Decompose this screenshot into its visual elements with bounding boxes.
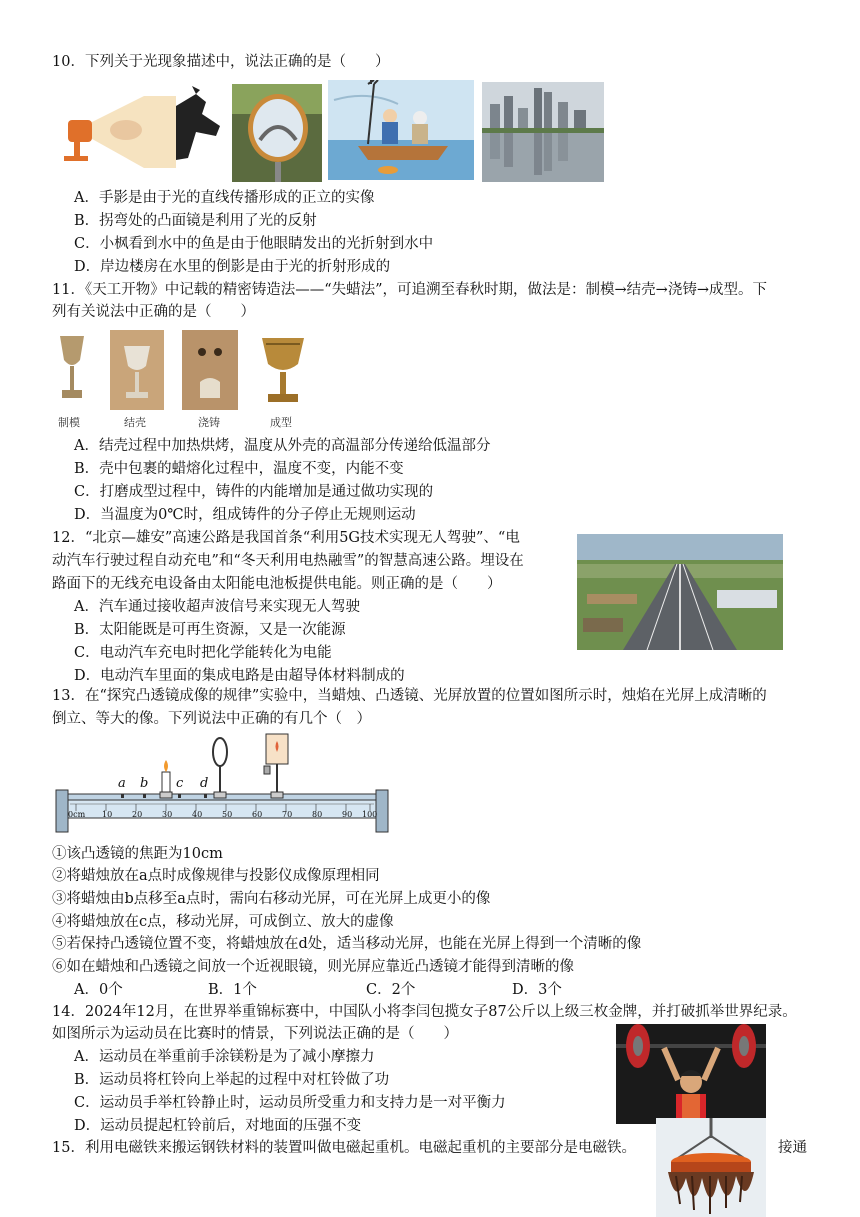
- bench-label-b: b: [140, 776, 149, 791]
- q14-option-c: C．运动员手举杠铃静止时，运动员所受重力和支持力是一对平衡力: [74, 1095, 506, 1111]
- casting-shell-image: [110, 330, 164, 410]
- bench-label-a: a: [118, 776, 126, 791]
- bench-label-d: d: [200, 776, 209, 791]
- q12-option-d: D．电动汽车里面的集成电路是由超导体材料制成的: [74, 668, 405, 684]
- convex-mirror-image: [232, 84, 322, 182]
- caption-mold: 制模: [58, 416, 80, 429]
- fishing-boat-image: [328, 80, 474, 180]
- q12-option-a: A．汽车通过接收超声波信号来实现无人驾驶: [74, 599, 360, 615]
- q10-option-c: C．小枫看到水中的鱼是由于他眼睛发出的光折射到水中: [74, 236, 434, 252]
- tick-50: 50: [222, 810, 233, 819]
- tick-40: 40: [192, 810, 203, 819]
- buildings-reflection-image: [482, 82, 604, 182]
- tick-60: 60: [252, 810, 263, 819]
- q10-option-d: D．岸边楼房在水里的倒影是由于光的折射形成的: [74, 259, 391, 275]
- q13-choice-c: C．2个: [366, 982, 416, 998]
- q11-option-b: B．壳中包裹的蜡熔化过程中，温度不变，内能不变: [74, 461, 404, 477]
- tick-70: 70: [282, 810, 293, 819]
- q14-option-a: A．运动员在举重前手涂镁粉是为了减小摩擦力: [74, 1049, 375, 1065]
- q12-stem-line1: 12．“北京—雄安”高速公路是我国首条“利用5G技术实现无人驾驶”、“电: [52, 530, 520, 546]
- q13-item-6: ⑥如在蜡烛和凸透镜之间放一个近视眼镜，则光屏应靠近凸透镜才能得到清晰的像: [52, 959, 574, 975]
- tick-100: 100: [362, 810, 378, 819]
- q11-stem-line2: 列有关说法中正确的是（ ）: [52, 304, 255, 320]
- q15-stem-tail: 接通: [778, 1140, 807, 1156]
- tick-80: 80: [312, 810, 323, 819]
- q10-option-b: B．拐弯处的凸面镜是利用了光的反射: [74, 213, 317, 229]
- q12-stem-line3: 路面下的无线充电设备由太阳能电池板提供电能。则正确的是（ ）: [52, 576, 502, 592]
- electromagnet-crane-image: [656, 1118, 766, 1217]
- casting-mold-image: [54, 330, 90, 410]
- q13-choice-b: B．1个: [208, 982, 257, 998]
- q13-item-3: ③将蜡烛由b点移至a点时，需向右移动光屏，可在光屏上成更小的像: [52, 891, 491, 907]
- caption-pour: 浇铸: [198, 416, 220, 429]
- caption-shell: 结壳: [124, 416, 146, 429]
- tick-90: 90: [342, 810, 353, 819]
- tick-20: 20: [132, 810, 143, 819]
- bench-label-c: c: [176, 776, 184, 791]
- optical-bench-diagram: [52, 732, 392, 838]
- q15-stem-line1: 15．利用电磁铁来搬运钢铁材料的装置叫做电磁起重机。电磁起重机的主要部分是电磁铁。: [52, 1140, 636, 1156]
- q14-stem-line2: 如图所示为运动员在比赛时的情景，下列说法正确的是（ ）: [52, 1026, 458, 1042]
- q13-item-4: ④将蜡烛放在c点，移动光屏，可成倒立、放大的虚像: [52, 914, 394, 930]
- hand-shadow-image: [56, 84, 226, 170]
- weightlifter-image: [616, 1024, 766, 1124]
- q14-option-b: B．运动员将杠铃向上举起的过程中对杠铃做了功: [74, 1072, 390, 1088]
- q11-option-c: C．打磨成型过程中，铸件的内能增加是通过做功实现的: [74, 484, 434, 500]
- q11-stem-line1: 11．《天工开物》中记载的精密铸造法——“失蜡法”，可追溯至春秋时期，做法是：制模→结壳→浇铸→成型。下: [52, 282, 767, 298]
- casting-pour-image: [182, 330, 238, 410]
- q12-option-b: B．太阳能既是可再生资源，又是一次能源: [74, 622, 346, 638]
- tick-10: 10: [102, 810, 113, 819]
- q13-choice-d: D．3个: [512, 982, 562, 998]
- q13-choice-a: A．0个: [74, 982, 123, 998]
- tick-30: 30: [162, 810, 173, 819]
- q12-option-c: C．电动汽车充电时把化学能转化为电能: [74, 645, 332, 661]
- q13-item-5: ⑤若保持凸透镜位置不变，将蜡烛放在d处，适当移动光屏，也能在光屏上得到一个清晰的像: [52, 936, 642, 952]
- q12-stem-line2: 动汽车行驶过程自动充电”和“冬天利用电热融雪”的智慧高速公路。埋设在: [52, 553, 524, 569]
- q10-stem: 10．下列关于光现象描述中，说法正确的是（ ）: [52, 54, 390, 70]
- caption-finished: 成型: [270, 416, 292, 429]
- q13-stem-line2: 倒立、等大的像。下列说法中正确的有几个（ ）: [52, 711, 371, 727]
- q14-option-d: D．运动员提起杠铃前后，对地面的压强不变: [74, 1118, 362, 1134]
- q13-item-2: ②将蜡烛放在a点时成像规律与投影仪成像原理相同: [52, 868, 380, 884]
- q13-stem-line1: 13．在“探究凸透镜成像的规律”实验中，当蜡烛、凸透镜、光屏放置的位置如图所示时，烛焰在光屏上成清晰的: [52, 688, 767, 704]
- q13-item-1: ①该凸透镜的焦距为10cm: [52, 846, 223, 862]
- casting-finished-image: [254, 330, 312, 410]
- q11-option-a: A．结壳过程中加热烘烤，温度从外壳的高温部分传递给低温部分: [74, 438, 491, 454]
- tick-0: 0cm: [68, 810, 86, 819]
- q14-stem-line1: 14．2024年12月，在世界举重锦标赛中，中国队小将李闫包揽女子87公斤以上级三枚金牌，并打破抓举世界纪录。: [52, 1004, 797, 1020]
- q11-option-d: D．当温度为0℃时，组成铸件的分子停止无规则运动: [74, 507, 416, 523]
- q10-option-a: A．手影是由于光的直线传播形成的正立的实像: [74, 190, 375, 206]
- highway-aerial-image: [577, 534, 783, 650]
